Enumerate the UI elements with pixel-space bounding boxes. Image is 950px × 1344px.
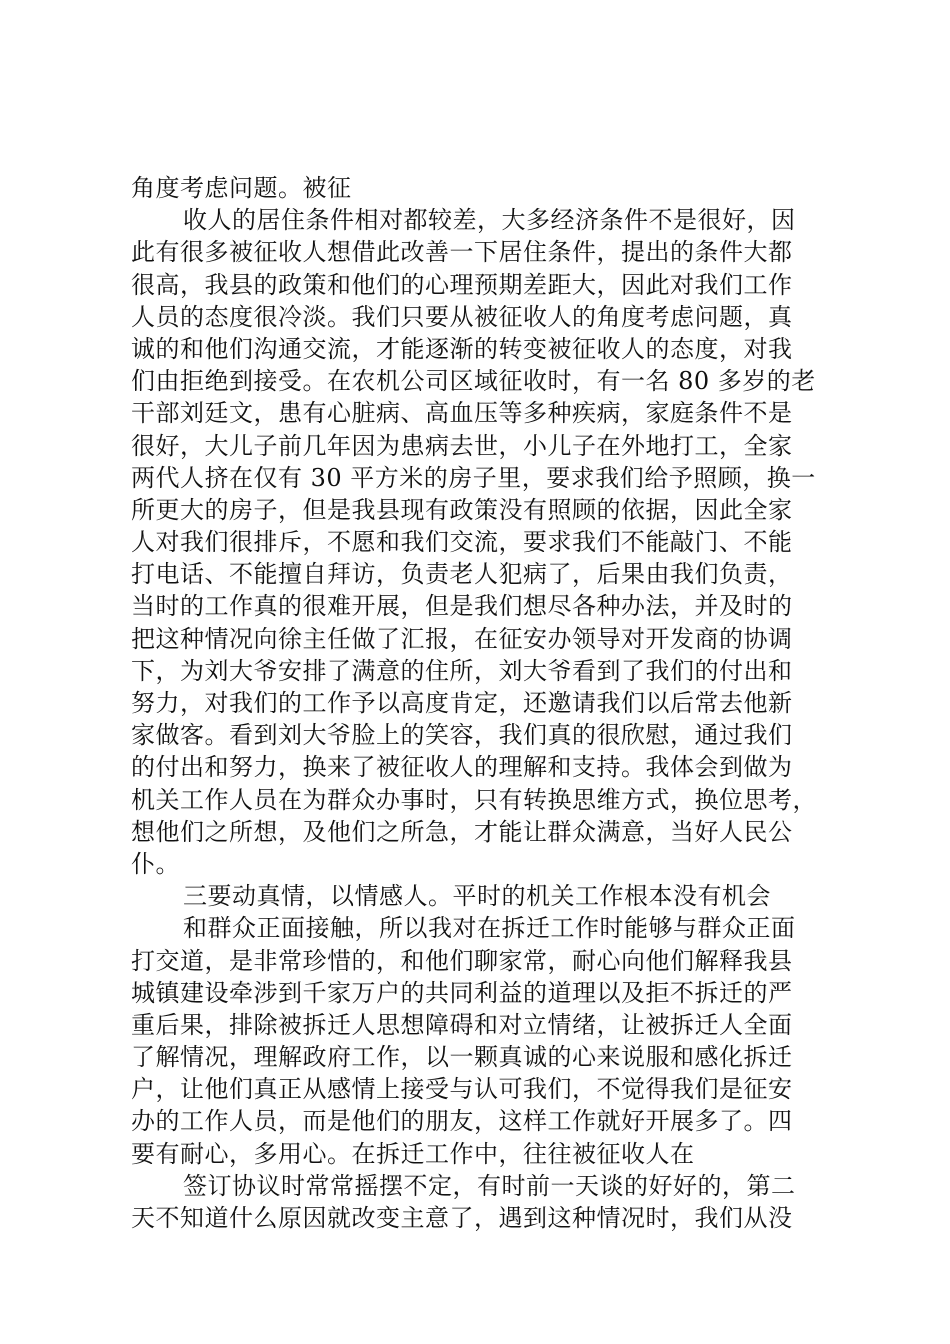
text-line: 机关工作人员在为群众办事时，只有转换思维方式，换位思考， — [131, 785, 817, 814]
text-line: 很好，大儿子前几年因为患病去世，小儿子在外地打工，全家 — [131, 431, 793, 460]
text-line: 三要动真情，以情感人。平时的机关工作根本没有机会 — [183, 882, 771, 911]
text-line: 打电话、不能擅自拜访，负责老人犯病了，后果由我们负责， — [131, 560, 793, 589]
text-line: 签订协议时常常摇摆不定，有时前一天谈的好好的，第二 — [183, 1171, 796, 1200]
text-line: 诚的和他们沟通交流，才能逐渐的转变被征收人的态度，对我 — [131, 334, 793, 363]
text-line: 要有耐心，多用心。在拆迁工作中，往往被征收人在 — [131, 1139, 695, 1168]
text-line: 所更大的房子，但是我县现有政策没有照顾的依据，因此全家 — [131, 495, 793, 524]
text-line: 当时的工作真的很难开展，但是我们想尽各种办法，并及时的 — [131, 592, 793, 621]
text-line: 很高，我县的政策和他们的心理预期差距大，因此对我们工作 — [131, 270, 793, 299]
text-line: 天不知道什么原因就改变主意了，遇到这种情况时，我们从没 — [131, 1204, 793, 1232]
text-line: 的付出和努力，换来了被征收人的理解和支持。我体会到做为 — [131, 753, 793, 782]
text-line: 城镇建设牵涉到千家万户的共同利益的道理以及拒不拆迁的严 — [131, 978, 793, 1007]
text-line: 了解情况，理解政府工作，以一颗真诚的心来说服和感化拆迁 — [131, 1043, 793, 1072]
text-line: 想他们之所想，及他们之所急，才能让群众满意，当好人民公 — [131, 817, 793, 846]
text-line: 干部刘廷文，患有心脏病、高血压等多种疾病，家庭条件不是 — [131, 399, 793, 428]
text-line: 户，让他们真正从感情上接受与认可我们，不觉得我们是征安 — [131, 1075, 793, 1104]
text-line: 人员的态度很冷淡。我们只要从被征收人的角度考虑问题，真 — [131, 302, 793, 331]
text-line: 仆。 — [131, 849, 180, 878]
text-line: 把这种情况向徐主任做了汇报，在征安办领导对开发商的协调 — [131, 624, 793, 653]
text-line: 人对我们很排斥，不愿和我们交流，要求我们不能敲门、不能 — [131, 528, 793, 557]
text-line: 此有很多被征收人想借此改善一下居住条件，提出的条件大都 — [131, 238, 793, 267]
text-line: 和群众正面接触，所以我对在拆迁工作时能够与群众正面 — [183, 914, 796, 943]
body-text — [131, 172, 831, 1234]
text-line: 们由拒绝到接受。在农机公司区域征收时，有一名 80 多岁的老 — [131, 367, 816, 396]
text-line: 两代人挤在仅有 30 平方米的房子里，要求我们给予照顾，换一 — [131, 463, 816, 492]
text-line: 办的工作人员，而是他们的朋友，这样工作就好开展多了。四 — [131, 1107, 793, 1136]
text-line: 角度考虑问题。被征 — [131, 174, 352, 202]
text-line: 打交道，是非常珍惜的，和他们聊家常，耐心向他们解释我县 — [131, 946, 793, 975]
text-line: 收人的居住条件相对都较差，大多经济条件不是很好，因 — [183, 206, 796, 235]
text-line: 下，为刘大爷安排了满意的住所，刘大爷看到了我们的付出和 — [131, 656, 793, 685]
text-line: 努力，对我们的工作予以高度肯定，还邀请我们以后常去他新 — [131, 689, 793, 717]
text-line: 家做客。看到刘大爷脸上的笑容，我们真的很欣慰，通过我们 — [131, 721, 793, 750]
text-line: 重后果，排除被拆迁人思想障碍和对立情绪，让被拆迁人全面 — [131, 1010, 793, 1039]
